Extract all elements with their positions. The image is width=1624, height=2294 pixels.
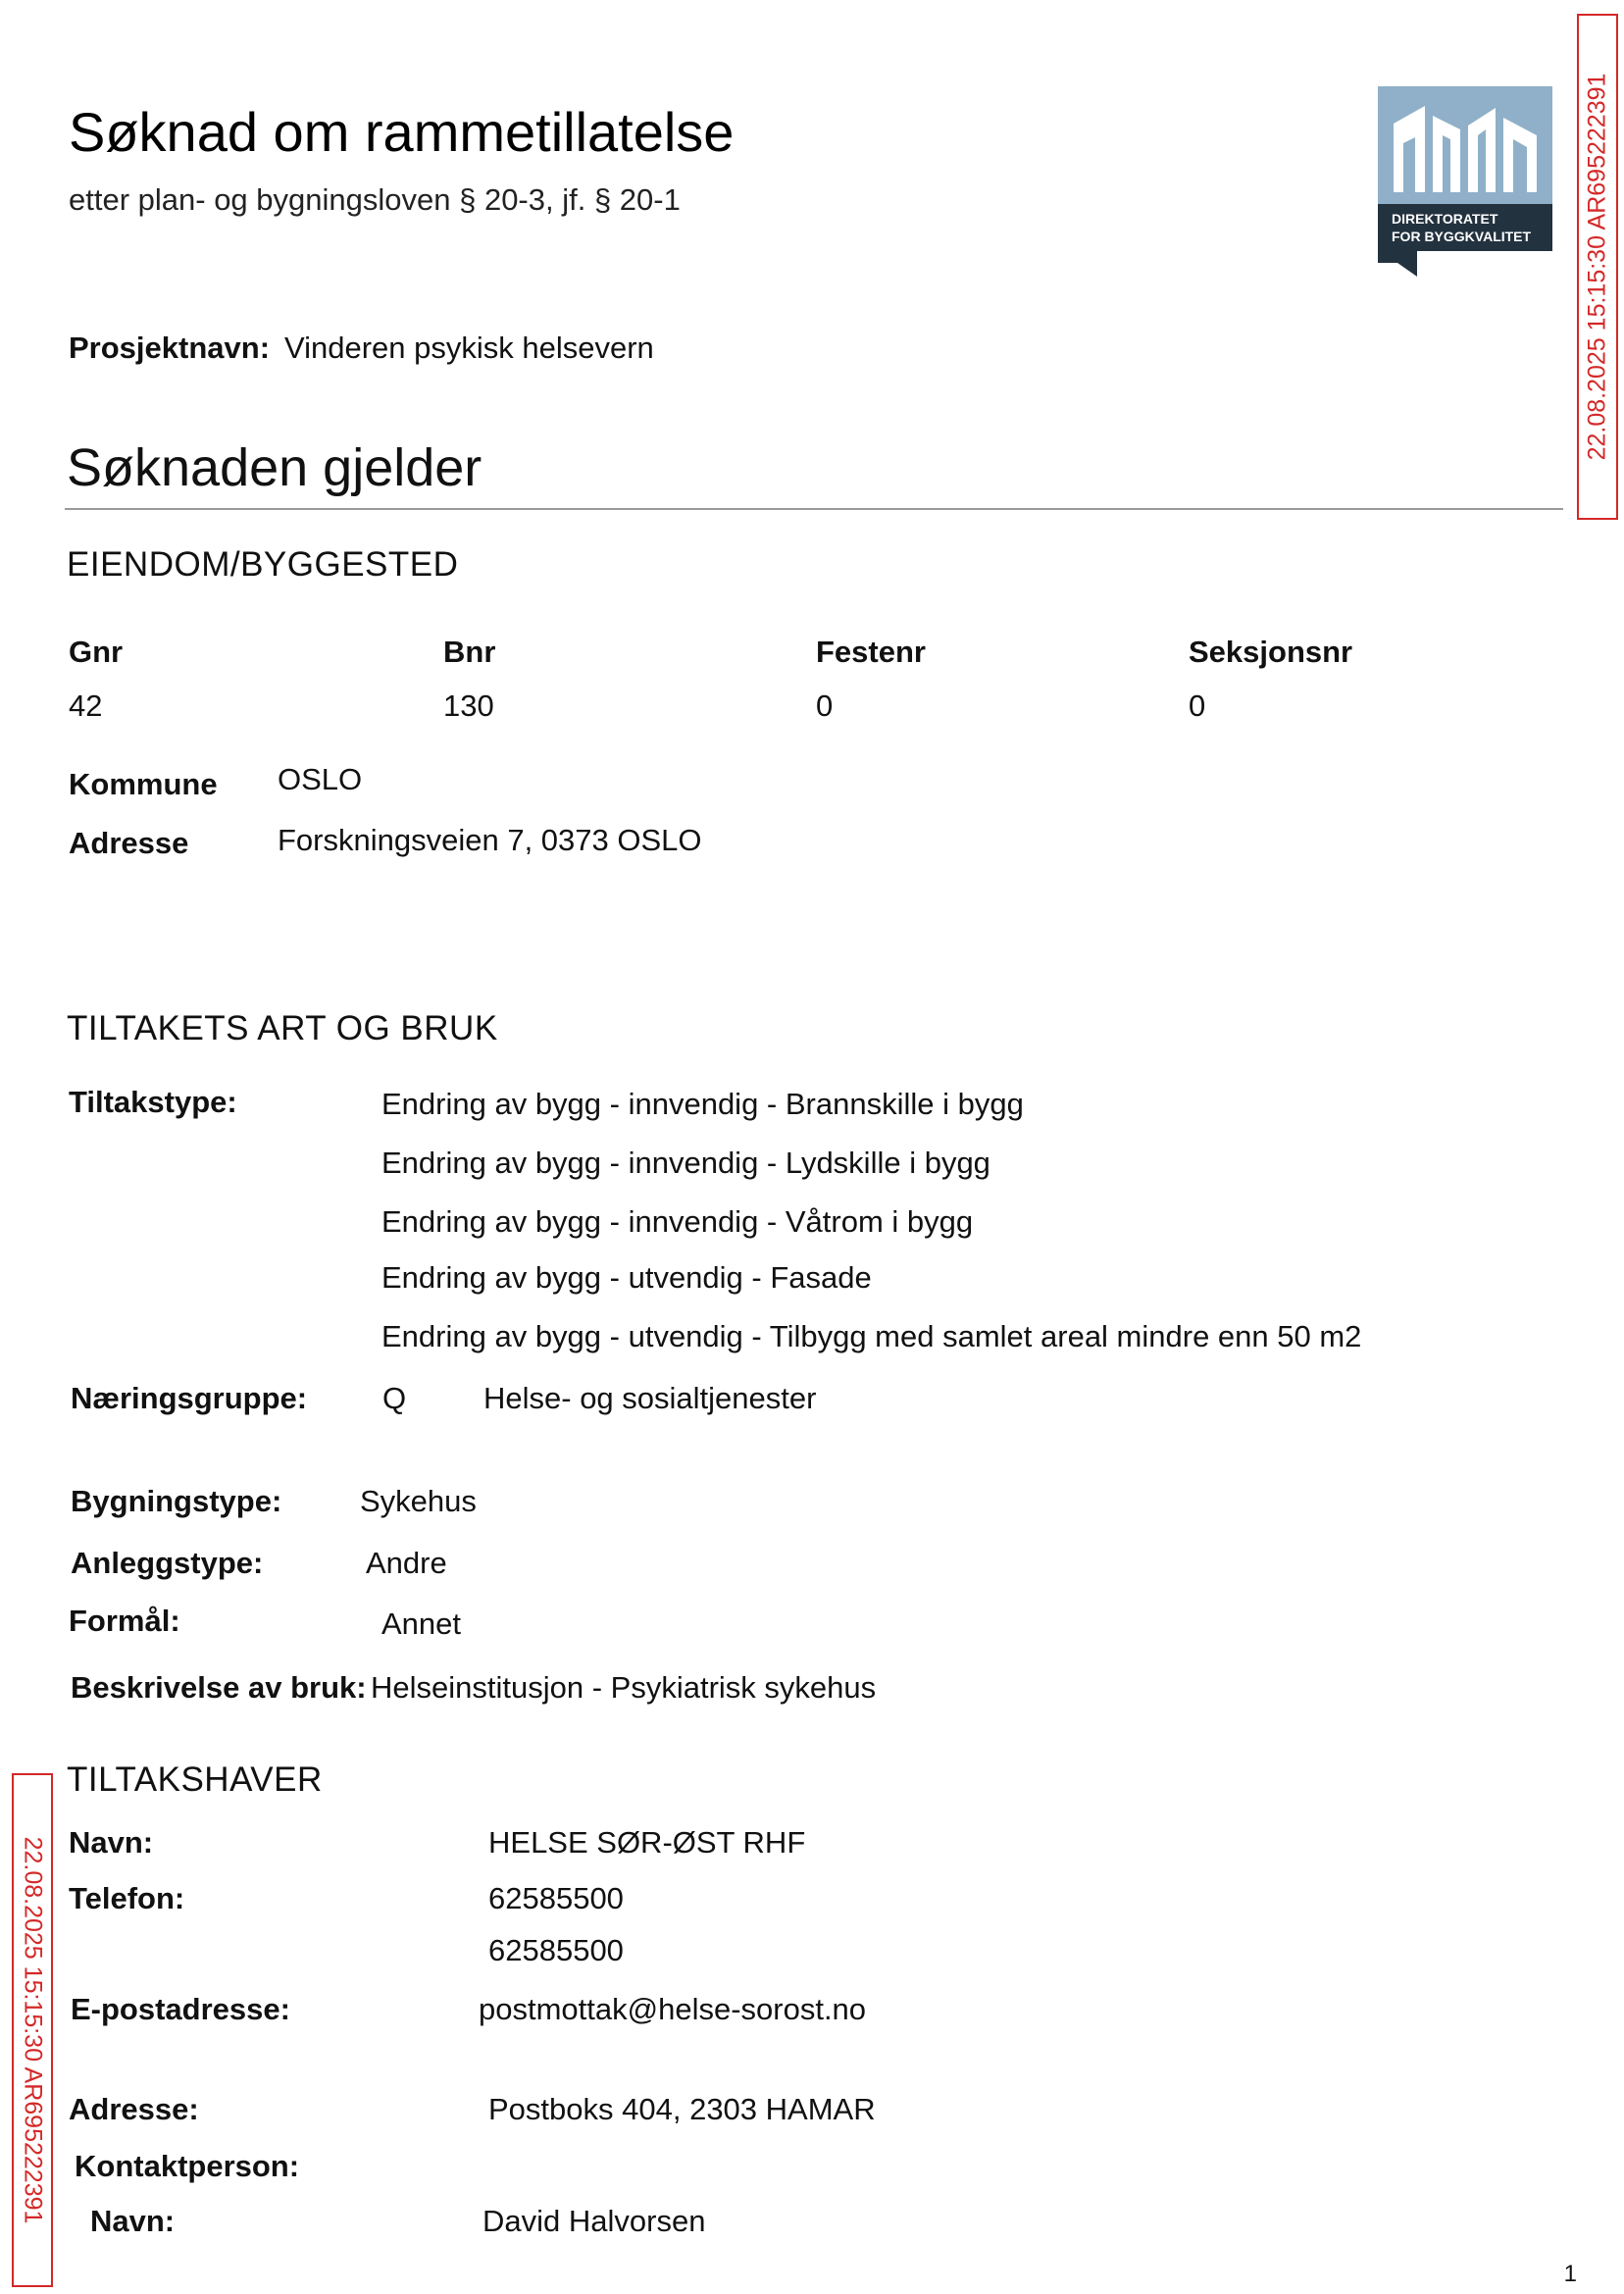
project-label: Prosjektnavn: <box>69 331 271 365</box>
tiltakshaver-navn-value: HELSE SØR-ØST RHF <box>488 1825 806 1860</box>
date-stamp-top-text: 22.08.2025 15:15:30 AR695222391 <box>1583 73 1611 461</box>
beskrivelse-value: Helseinstitusjon - Psykiatrisk sykehus <box>371 1670 877 1705</box>
dibk-logo <box>1378 86 1552 279</box>
formal-label: Formål: <box>69 1604 180 1638</box>
naeringsgruppe-label: Næringsgruppe: <box>71 1381 308 1415</box>
seksjonsnr-label: Seksjonsnr <box>1189 635 1353 669</box>
document-subtitle: etter plan- og bygningsloven § 20-3, jf. § 20-1 <box>69 182 681 217</box>
tiltakshaver-adresse-label: Adresse: <box>69 2092 199 2126</box>
naeringsgruppe-value: Helse- og sosialtjenester <box>483 1381 817 1415</box>
epost-value: postmottak@helse-sorost.no <box>479 1992 867 2026</box>
section-divider <box>65 508 1563 510</box>
kommune-value: OSLO <box>278 762 363 796</box>
tiltakshaver-adresse-value: Postboks 404, 2303 HAMAR <box>488 2092 876 2126</box>
anleggstype-label: Anleggstype: <box>71 1546 264 1580</box>
kommune-label: Kommune <box>69 767 218 801</box>
logo-text-line1: DIREKTORATET <box>1392 211 1498 227</box>
logo-text-line2: FOR BYGGKVALITET <box>1392 229 1532 244</box>
festenr-value: 0 <box>816 688 834 723</box>
tiltakstype-item: Endring av bygg - innvendig - Brannskille i bygg <box>381 1087 1024 1121</box>
festenr-label: Festenr <box>816 635 926 669</box>
project-value: Vinderen psykisk helsevern <box>284 331 654 365</box>
adresse-value: Forskningsveien 7, 0373 OSLO <box>278 823 702 857</box>
date-stamp-bottom <box>12 1773 53 2287</box>
bygningstype-value: Sykehus <box>360 1484 477 1518</box>
telefon-label: Telefon: <box>69 1881 185 1915</box>
anleggstype-value: Andre <box>366 1546 447 1580</box>
tiltakstype-item: Endring av bygg - utvendig - Tilbygg med samlet areal mindre enn 50 m2 <box>381 1319 1362 1353</box>
telefon-value: 62585500 <box>488 1881 624 1915</box>
kontaktperson-label: Kontaktperson: <box>75 2149 300 2183</box>
tiltak-heading: TILTAKETS ART OG BRUK <box>67 1009 498 1047</box>
bnr-value: 130 <box>443 688 494 723</box>
document-title: Søknad om rammetillatelse <box>69 101 735 163</box>
tiltakstype-item: Endring av bygg - utvendig - Fasade <box>381 1260 872 1295</box>
tiltakstype-label: Tiltakstype: <box>69 1085 237 1119</box>
naeringsgruppe-code: Q <box>382 1381 407 1415</box>
page-number: 1 <box>1563 2261 1577 2287</box>
date-stamp-top <box>1577 14 1618 520</box>
bnr-label: Bnr <box>443 635 496 669</box>
tiltakshaver-navn-label: Navn: <box>69 1825 154 1860</box>
adresse-label: Adresse <box>69 826 189 860</box>
gnr-label: Gnr <box>69 635 124 669</box>
beskrivelse-label: Beskrivelse av bruk: <box>71 1670 367 1705</box>
kontaktperson-navn-label: Navn: <box>90 2204 176 2238</box>
tiltakstype-item: Endring av bygg - innvendig - Våtrom i bygg <box>381 1204 974 1239</box>
tiltakstype-item: Endring av bygg - innvendig - Lydskille i bygg <box>381 1146 990 1180</box>
section-title: Søknaden gjelder <box>67 438 482 497</box>
date-stamp-bottom-text: 22.08.2025 15:15:30 AR695222391 <box>19 1836 47 2224</box>
eiendom-heading: EIENDOM/BYGGESTED <box>67 545 459 584</box>
tiltakshaver-heading: TILTAKSHAVER <box>67 1760 323 1799</box>
gnr-value: 42 <box>69 688 103 723</box>
telefon-value: 62585500 <box>488 1933 624 1967</box>
seksjonsnr-value: 0 <box>1189 688 1206 723</box>
kontaktperson-navn-value: David Halvorsen <box>482 2204 706 2238</box>
formal-value: Annet <box>381 1606 462 1641</box>
bygningstype-label: Bygningstype: <box>71 1484 282 1518</box>
epost-label: E-postadresse: <box>71 1992 290 2026</box>
